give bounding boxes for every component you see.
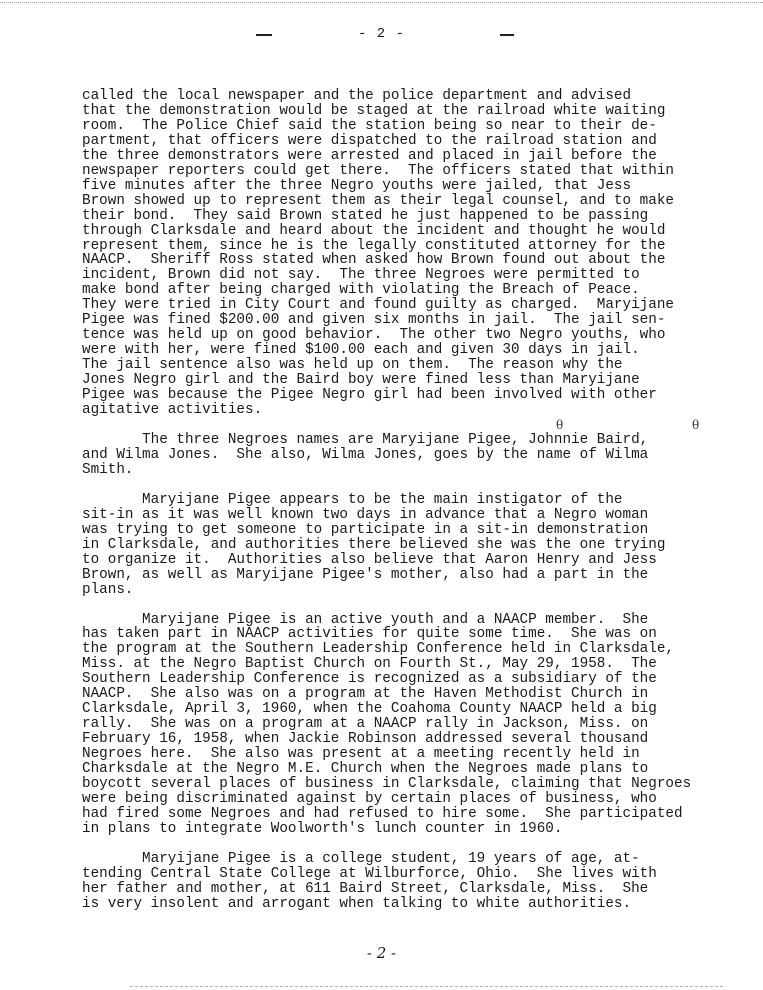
- text-line: to organize it. Authorities also believe that Aaron Henry and Jess: [82, 551, 657, 568]
- text-line: and Wilma Jones. She also, Wilma Jones, goes by the name of Wilma: [82, 446, 649, 463]
- text-line: was trying to get someone to participate in a sit-in demonstration: [82, 521, 649, 538]
- paragraph-gap: [82, 598, 730, 613]
- text-line: were with her, were fined $100.00 each and given 30 days in jail.: [82, 342, 640, 359]
- text-line: tence was held up on good behavior. The other two Negro youths, who: [82, 327, 666, 344]
- text-line: Brown showed up to represent them as their legal counsel, and to make: [82, 192, 674, 209]
- paragraph: [82, 852, 730, 912]
- text-line: Clarksdale, April 3, 1960, when the Coahoma County NAACP held a big: [82, 701, 657, 718]
- text-line: called the local newspaper and the police department and advised: [82, 88, 632, 104]
- paragraph: [82, 613, 730, 837]
- paragraph-gap: [82, 478, 730, 493]
- text-line: plans.: [82, 581, 134, 598]
- paragraph-gap: [82, 418, 730, 433]
- text-line: represent them, since he is the legally constituted attorney for the: [82, 237, 666, 254]
- text-line: sit-in as it was well known two days in advance that a Negro woman: [82, 506, 649, 523]
- header-dash-right: [500, 34, 514, 36]
- text-line: Maryijane Pigee appears to be the main instigator of the: [82, 491, 623, 508]
- text-line: agitative activities.: [82, 402, 263, 419]
- text-line: the program at the Southern Leadership Conference held in Clarksdale,: [82, 641, 674, 658]
- document-body: [82, 89, 730, 912]
- text-line: Charksdale at the Negro M.E. Church when the Negroes made plans to: [82, 761, 649, 778]
- paragraph: [82, 89, 730, 418]
- text-line: in Clarksdale, and authorities there believed she was the one trying: [82, 536, 666, 553]
- text-line: The three Negroes names are Maryijane Pigee, Johnnie Baird,: [82, 431, 649, 448]
- text-line: newspaper reporters could get there. The officers stated that within: [82, 162, 674, 179]
- text-line: were being discriminated against by certain places of business, who: [82, 790, 657, 807]
- text-line: make bond after being charged with violating the Breach of Peace.: [82, 282, 640, 299]
- text-line: has taken part in NAACP activities for quite some time. She was on: [82, 626, 657, 643]
- text-line: February 16, 1958, when Jackie Robinson addressed several thousand: [82, 731, 649, 748]
- text-line: through Clarksdale and heard about the incident and thought he would: [82, 222, 666, 239]
- text-line: Southern Leadership Conference is recognized as a subsidiary of the: [82, 671, 657, 688]
- text-line: boycott several places of business in Clarksdale, claiming that Negroes: [82, 775, 692, 792]
- text-line: the three demonstrators were arrested and placed in jail before the: [82, 147, 657, 164]
- text-line: Negroes here. She also was present at a meeting recently held in: [82, 746, 640, 763]
- text-line: Pigee was fined $200.00 and given six months in jail. The jail sen-: [82, 312, 666, 329]
- text-line: NAACP. Sheriff Ross stated when asked how Brown found out about the: [82, 252, 666, 269]
- handwritten-mark: θ: [692, 418, 700, 432]
- text-line: in plans to integrate Woolworth's lunch counter in 1960.: [82, 820, 563, 837]
- paragraph: [82, 493, 730, 598]
- text-line: that the demonstration would be staged at the railroad white waiting: [82, 102, 666, 119]
- text-line: partment, that officers were dispatched to the railroad station and: [82, 132, 657, 149]
- text-line: They were tried in City Court and found guilty as charged. Maryijane: [82, 297, 674, 314]
- text-line: Smith.: [82, 461, 134, 478]
- page-number-footer: - 2 -: [366, 944, 397, 962]
- text-line: Miss. at the Negro Baptist Church on Fourth St., May 29, 1958. The: [82, 656, 657, 673]
- paragraph: [82, 433, 730, 478]
- bottom-rule: [130, 986, 723, 987]
- text-line: rally. She was on a program at a NAACP rally in Jackson, Miss. on: [82, 716, 649, 733]
- text-line: tending Central State College at Wilburforce, Ohio. She lives with: [82, 865, 657, 882]
- text-line: their bond. They said Brown stated he just happened to be passing: [82, 207, 649, 224]
- text-line: The jail sentence also was held up on them. The reason why the: [82, 357, 623, 374]
- page-number-header: - 2 -: [357, 26, 405, 42]
- handwritten-mark: θ: [556, 418, 564, 432]
- text-line: five minutes after the three Negro youths were jailed, that Jess: [82, 177, 632, 194]
- top-rule: [0, 2, 763, 3]
- text-line: Pigee was because the Pigee Negro girl had been involved with other: [82, 387, 657, 404]
- text-line: her father and mother, at 611 Baird Street, Clarksdale, Miss. She: [82, 880, 649, 897]
- paragraph-gap: [82, 837, 730, 852]
- text-line: Brown, as well as Maryijane Pigee's mother, also had a part in the: [82, 566, 649, 583]
- text-line: Maryijane Pigee is an active youth and a NAACP member. She: [82, 611, 649, 628]
- text-line: Maryijane Pigee is a college student, 19 years of age, at-: [82, 850, 640, 867]
- text-line: NAACP. She also was on a program at the Haven Methodist Church in: [82, 686, 649, 703]
- text-line: had fired some Negroes and had refused to hire some. She participated: [82, 805, 683, 822]
- text-line: is very insolent and arrogant when talking to white authorities.: [82, 895, 632, 912]
- text-line: incident, Brown did not say. The three Negroes were permitted to: [82, 267, 640, 284]
- text-line: room. The Police Chief said the station being so near to their de-: [82, 117, 657, 134]
- text-line: Jones Negro girl and the Baird boy were fined less than Maryijane: [82, 372, 640, 389]
